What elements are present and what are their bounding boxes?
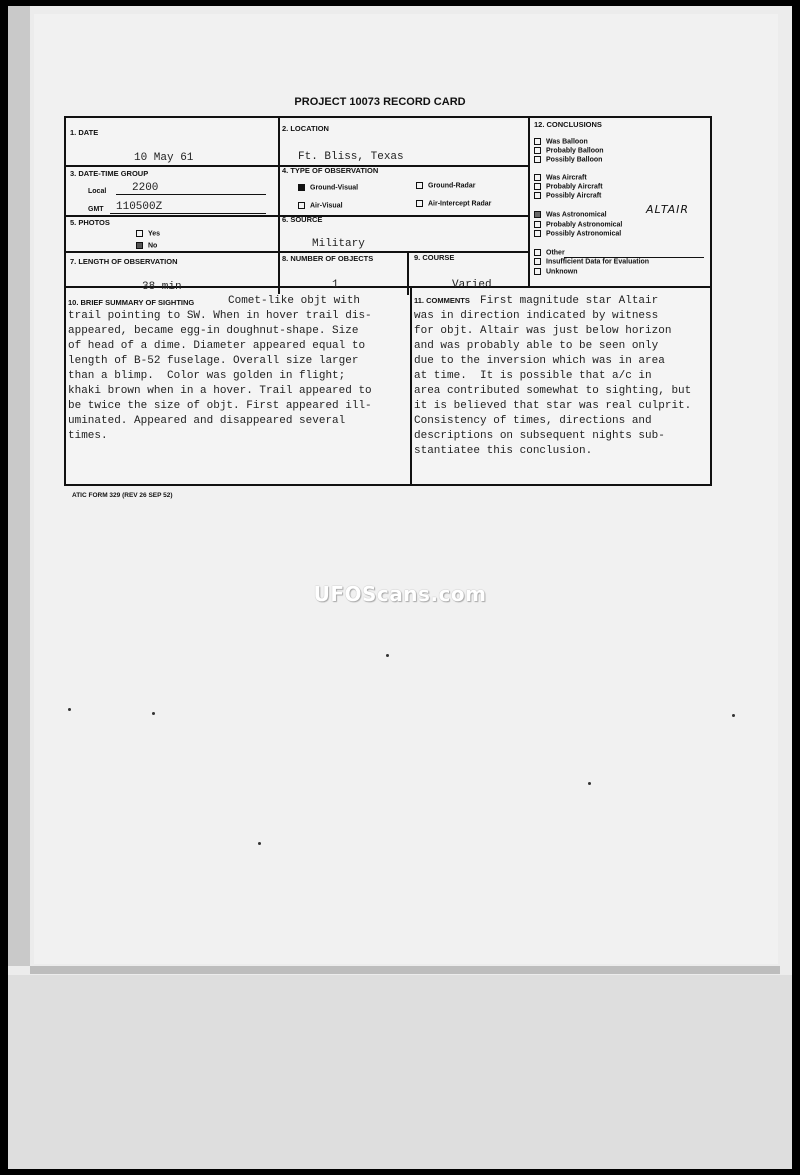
comments-line: and was probably able to be seen only xyxy=(414,340,659,352)
summary-line: Comet-like objt with xyxy=(228,295,361,307)
comments-label: 11. COMMENTS xyxy=(414,296,470,305)
conclusion-probably-aircraft: Probably Aircraft xyxy=(534,183,603,190)
course-label: 9. COURSE xyxy=(414,253,455,262)
comments-line: descriptions on subsequent nights sub- xyxy=(414,430,665,442)
type-option-air-intercept: Air-Intercept Radar xyxy=(416,200,491,207)
speck xyxy=(588,782,591,785)
checkbox-icon xyxy=(534,249,541,256)
conclusions-label: 12. CONCLUSIONS xyxy=(534,120,602,129)
checkbox-icon xyxy=(534,192,541,199)
summary-line: be twice the size of objt. First appeared ill- xyxy=(68,400,372,412)
form-id: ATIC FORM 329 (REV 26 SEP 52) xyxy=(72,492,173,499)
summary-line: trail pointing to SW. When in hover trail dis- xyxy=(68,310,372,322)
conclusion-probably-astronomical: Probably Astronomical xyxy=(534,221,622,228)
divider-summary-comments xyxy=(410,286,412,484)
checkbox-icon xyxy=(534,138,541,145)
handwritten-altair: ALTAIR xyxy=(646,203,690,216)
scan-shadow-left xyxy=(8,6,30,966)
conclusion-was-balloon: Was Balloon xyxy=(534,138,588,145)
summary-line: appeared, became egg-in doughnut-shape. Size xyxy=(68,325,359,337)
speck xyxy=(152,712,155,715)
checkbox-icon xyxy=(534,268,541,275)
objects-value: 1 xyxy=(332,279,339,291)
scan-lower-area xyxy=(8,975,792,1169)
conclusion-unknown: Unknown xyxy=(534,268,578,275)
record-card xyxy=(64,116,712,486)
checkbox-icon xyxy=(534,174,541,181)
comments-line: Consistency of times, directions and xyxy=(414,415,652,427)
checkbox-icon xyxy=(534,258,541,265)
speck xyxy=(68,708,71,711)
conclusion-was-aircraft: Was Aircraft xyxy=(534,174,587,181)
gmt-label: GMT xyxy=(88,206,104,213)
gmt-value: 110500Z xyxy=(116,201,163,213)
summary-line: of head of a dime. Diameter appeared equal to xyxy=(68,340,366,352)
divider-main-right xyxy=(528,118,530,286)
watermark: UFOScans.com xyxy=(313,582,487,606)
speck xyxy=(386,654,389,657)
type-label: 4. TYPE OF OBSERVATION xyxy=(282,166,379,175)
length-value: 38 min xyxy=(142,281,182,293)
datetime-label: 3. DATE-TIME GROUP xyxy=(70,169,149,178)
divider-left-col xyxy=(278,118,280,294)
summary-line: khaki brown when in a hover. Trail appeared to xyxy=(68,385,372,397)
conclusion-possibly-aircraft: Possibly Aircraft xyxy=(534,192,601,199)
checkbox-icon xyxy=(534,230,541,237)
local-label: Local xyxy=(88,188,107,195)
local-underline xyxy=(116,194,266,195)
conclusion-possibly-astronomical: Possibly Astronomical xyxy=(534,230,621,237)
objects-label: 8. NUMBER OF OBJECTS xyxy=(282,254,374,263)
source-value: Military xyxy=(312,238,365,250)
comments-line: it is believed that star was real culprit. xyxy=(414,400,692,412)
length-label: 7. LENGTH OF OBSERVATION xyxy=(70,257,178,266)
comments-line: at time. It is possible that a/c in xyxy=(414,370,652,382)
divider-row3 xyxy=(66,251,528,253)
conclusion-other: Other xyxy=(534,249,565,256)
checkbox-icon xyxy=(534,183,541,190)
checkbox-icon xyxy=(534,221,541,228)
conclusion-was-astronomical: Was Astronomical xyxy=(534,211,607,218)
course-value: Varied xyxy=(452,279,492,291)
checkbox-icon xyxy=(534,156,541,163)
card-title: PROJECT 10073 RECORD CARD xyxy=(294,96,466,108)
location-value: Ft. Bliss, Texas xyxy=(298,151,404,163)
comments-line: due to the inversion which was in area xyxy=(414,355,665,367)
checkbox-icon xyxy=(298,202,305,209)
conclusion-insufficient-data: Insufficient Data for Evaluation xyxy=(534,258,649,265)
checked-box-icon xyxy=(534,211,541,218)
checkbox-icon xyxy=(416,200,423,207)
type-option-air-visual: Air-Visual xyxy=(298,202,343,209)
comments-line: area contributed somewhat to sighting, but xyxy=(414,385,692,397)
comments-line: First magnitude star Altair xyxy=(480,295,659,307)
checkbox-icon xyxy=(416,182,423,189)
summary-line: times. xyxy=(68,430,108,442)
checkbox-icon xyxy=(136,230,143,237)
summary-line: than a blimp. Color was golden in flight; xyxy=(68,370,346,382)
type-option-ground-radar: Ground-Radar xyxy=(416,182,475,189)
comments-line: for objt. Altair was just below horizon xyxy=(414,325,672,337)
summary-line: uminated. Appeared and disappeared several xyxy=(68,415,346,427)
comments-line: was in direction indicated by witness xyxy=(414,310,659,322)
conclusion-probably-balloon: Probably Balloon xyxy=(534,147,604,154)
photos-option-yes: Yes xyxy=(136,230,160,237)
speck xyxy=(732,714,735,717)
checked-box-icon xyxy=(136,242,143,249)
local-value: 2200 xyxy=(132,182,159,194)
conclusion-possibly-balloon: Possibly Balloon xyxy=(534,156,602,163)
comments-line: stantiatee this conclusion. xyxy=(414,445,593,457)
date-value: 10 May 61 xyxy=(134,152,194,164)
checked-box-icon xyxy=(298,184,305,191)
speck xyxy=(258,842,261,845)
date-label: 1. DATE xyxy=(70,128,99,137)
summary-label: 10. BRIEF SUMMARY OF SIGHTING xyxy=(68,298,195,307)
checkbox-icon xyxy=(534,147,541,154)
location-label: 2. LOCATION xyxy=(282,124,329,133)
photos-label: 5. PHOTOS xyxy=(70,218,110,227)
type-option-ground-visual: Ground-Visual xyxy=(298,184,358,191)
scan-shadow-bottom xyxy=(30,966,780,974)
source-label: 6. SOURCE xyxy=(282,215,323,224)
divider-course xyxy=(407,251,409,295)
summary-line: length of B-52 fuselage. Overall size larger xyxy=(68,355,359,367)
photos-option-no: No xyxy=(136,242,157,249)
gmt-underline xyxy=(110,213,266,214)
